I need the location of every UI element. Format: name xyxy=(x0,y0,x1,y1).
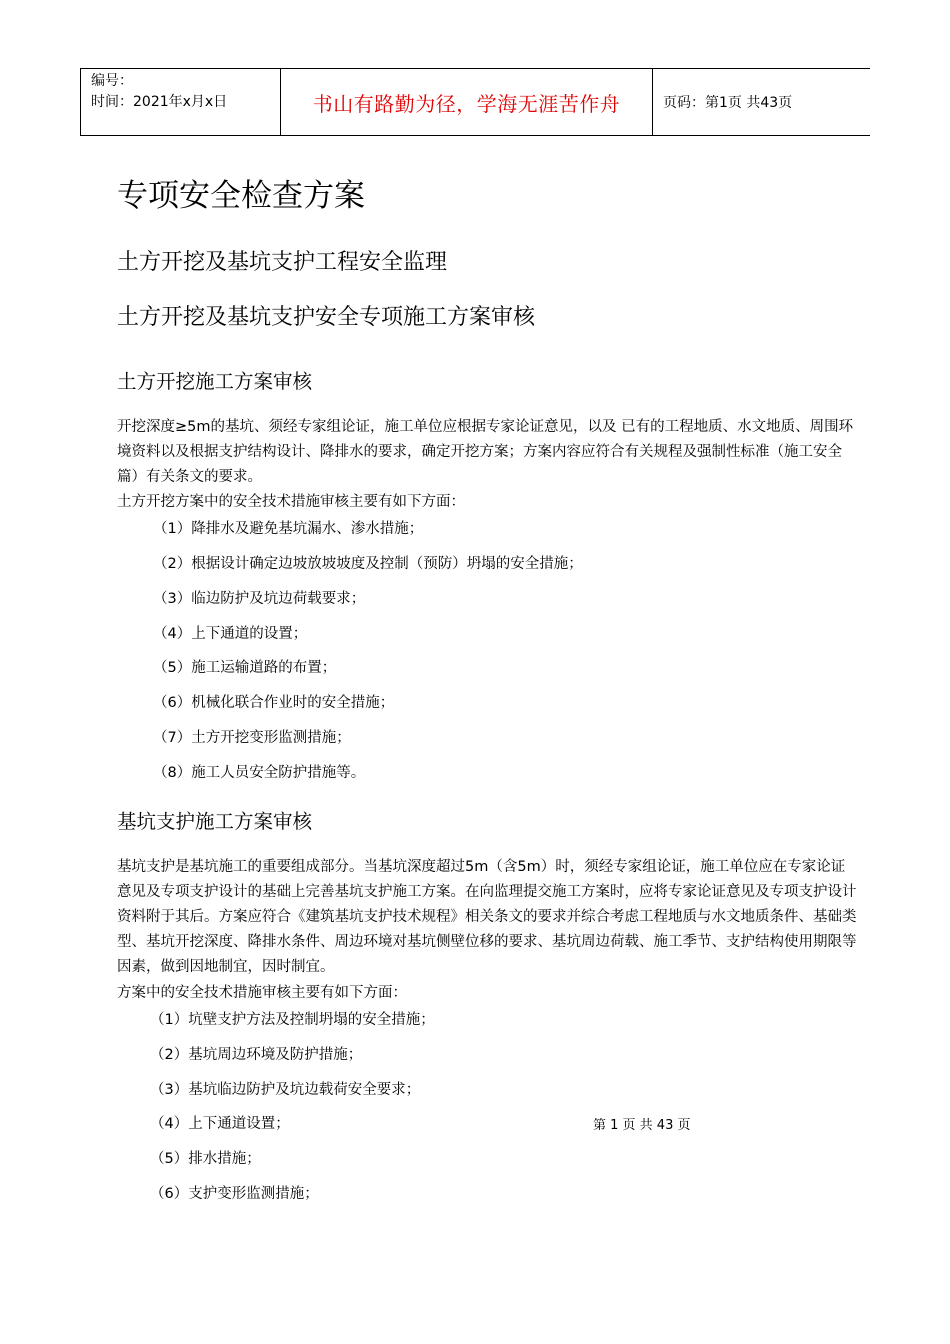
section1-item: （8）施工人员安全防护措施等。 xyxy=(153,765,366,781)
subtitle-1: 土方开挖及基坑支护工程安全监理 xyxy=(117,250,448,275)
section1-item: （2）根据设计确定边坡放坡坡度及控制（预防）坍塌的安全措施； xyxy=(153,556,583,572)
subtitle-2: 土方开挖及基坑支护安全专项施工方案审核 xyxy=(117,305,536,330)
header-info-cell xyxy=(80,69,281,135)
motto: 书山有路勤为径，学海无涯苦作舟 xyxy=(281,69,653,135)
page-footer: 第 1 页 共 43 页 xyxy=(593,1118,691,1133)
section1-item: （5）施工运输道路的布置； xyxy=(153,660,337,676)
number-label: 编号： xyxy=(91,73,133,89)
section1-item: （3）临边防护及坑边荷载要求； xyxy=(153,591,366,607)
page-indicator: 页码：第1页 共43页 xyxy=(663,95,793,111)
section2-paragraph: 基坑支护是基坑施工的重要组成部分。当基坑深度超过5m（含5m）时，须经专家组论证，施工单位应在专家论证意见及专项支护设计的基础上完善基坑支护施工方案。在向监理提交施工方案时，应将专家论证意见及专项支护设计资料附于其后。方案应符合《建筑基坑支护技术规程》相关条文的要求并综合考虑工程地质与水文地质条件、基础类型、基坑开挖深度、降排水条件、周边环境对基坑侧壁位移的要求、基坑周边荷载、施工季节、支护结构使用期限等因素，做到因地制宜，因时制宜。 xyxy=(117,859,857,975)
section2-item: （5）排水措施； xyxy=(150,1151,261,1167)
section1-heading: 土方开挖施工方案审核 xyxy=(117,370,313,393)
document-title: 专项安全检查方案 xyxy=(117,178,365,214)
section2-heading: 基坑支护施工方案审核 xyxy=(117,810,313,833)
section2-item: （3）基坑临边防护及坑边载荷安全要求； xyxy=(150,1082,421,1098)
section1-intro: 土方开挖方案中的安全技术措施审核主要有如下方面： xyxy=(117,494,465,510)
section2-item: （1）坑壁支护方法及控制坍塌的安全措施； xyxy=(150,1012,435,1028)
section1-item: （7）土方开挖变形监测措施； xyxy=(153,730,351,746)
date-label: 时间：2021年x月x日 xyxy=(91,94,228,110)
section1-item: （6）机械化联合作业时的安全措施； xyxy=(153,695,395,711)
header-table xyxy=(80,68,870,136)
section2-item: （4）上下通道设置； xyxy=(150,1116,290,1132)
section1-item: （4）上下通道的设置； xyxy=(153,626,308,642)
section1-paragraph: 开挖深度≥5m的基坑、须经专家组论证，施工单位应根据专家论证意见，以及 已有的工程地质、水文地质、周围环境资料以及根据支护结构设计、降排水的要求，确定开挖方案；方案内容应符合有关规程及强制性标准（施工安全篇）有关条文的要求。 xyxy=(117,419,854,485)
section2-item: （6）支护变形监测措施； xyxy=(150,1186,319,1202)
section2-intro: 方案中的安全技术措施审核主要有如下方面： xyxy=(117,985,407,1001)
section1-item: （1）降排水及避免基坑漏水、渗水措施； xyxy=(153,521,424,537)
section2-item: （2）基坑周边环境及防护措施； xyxy=(150,1047,363,1063)
